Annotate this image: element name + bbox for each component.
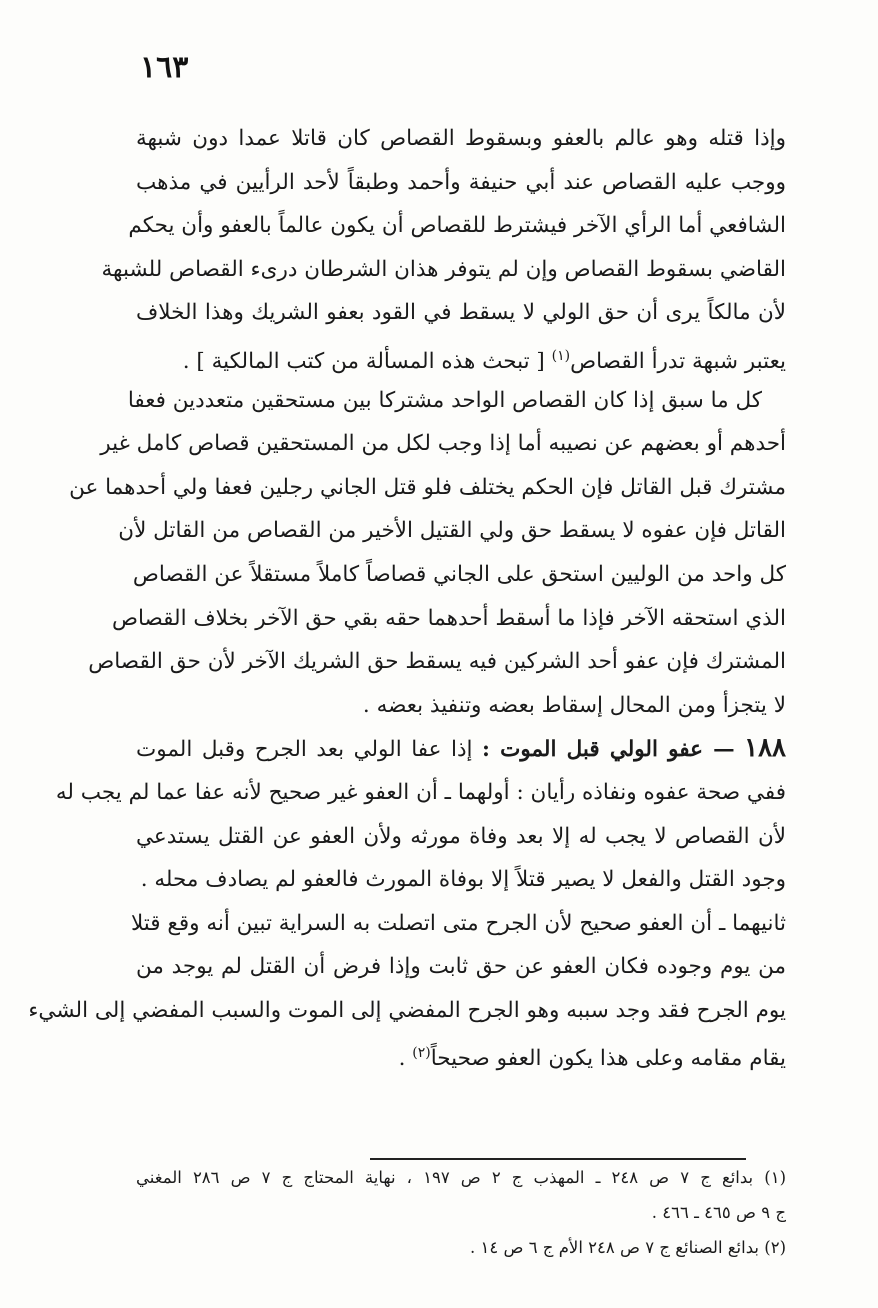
section-title: — عفو الولي قبل الموت : [482, 737, 735, 763]
text-line: مشترك قبل القاتل فإن الحكم يختلف فلو قتل الجاني رجلين فعفا ولي أحدهما عن [69, 474, 786, 500]
text-line: من يوم وجوده فكان العفو عن حق ثابت وإذا فرض أن القتل لم يوجد من [136, 954, 786, 980]
text-line: لا يتجزأ ومن المحال إسقاط بعضه وتنفيذ بعضه . [362, 692, 786, 718]
text-line: المشترك فإن عفو أحد الشركين فيه يسقط حق الشريك الآخر لأن حق القصاص [88, 649, 786, 675]
text-line: وجود القتل والفعل لا يصير قتلاً إلا بوفاة المورث فالعفو لم يصادف محله . [140, 867, 786, 893]
main-text [28, 117, 787, 1076]
text-line: ثانيهما ـ أن العفو صحيح لأن الجرح متى اتصلت به السراية تبين أنه وقع قتلا [130, 910, 786, 936]
text-line: القاضي بسقوط القصاص وإن لم يتوفر هذان الشرطان درىء القصاص للشبهة [101, 256, 786, 282]
footnote-line: ج ٩ ص ٤٦٥ ـ ٤٦٦ . [651, 1203, 786, 1222]
text-line: لأن القصاص لا يجب له إلا بعد وفاة مورثه ولأن العفو عن القتل يستدعي [136, 823, 786, 849]
text-line: ففي صحة عفوه ونفاذه رأيان : أولهما ـ أن العفو غير صحيح لأنه عفا عما لم يجب له [55, 779, 786, 805]
text-line: كل ما سبق إذا كان القصاص الواحد مشتركا بين مستحقين متعددين فعفا [127, 387, 762, 413]
section-number: ١٨٨ [744, 733, 787, 764]
section-heading-line [136, 727, 786, 771]
text-line [136, 1032, 786, 1076]
text-line: وإذا قتله وهو عالم بالعفو وبسقوط القصاص كان قاتلا عمدا دون شبهة [136, 126, 786, 151]
text-line: القاتل فإن عفوه لا يسقط حق ولي القتيل الأخير من القصاص من القاتل لأن [118, 518, 786, 544]
footnotes [136, 1160, 786, 1265]
footnote-line: (٢) بدائع الصنائع ج ٧ ص ٢٤٨ الأم ج ٦ ص ١٤ . [470, 1238, 786, 1257]
text-line: يوم الجرح فقد وجد سببه وهو الجرح المفضي إلى الموت والسبب المفضي إلى الشيء [28, 997, 786, 1023]
text-fragment: . [398, 1046, 406, 1072]
footnote-line: (١) بدائع ج ٧ ص ٢٤٨ ـ المهذب ج ٢ ص ١٩٧ ، نهاية المحتاج ج ٧ ص ٢٨٦ المغني [136, 1168, 786, 1187]
text-line: كل واحد من الوليين استحق على الجاني قصاصاً كاملاً مستقلاً عن القصاص [132, 561, 786, 587]
text-line: ووجب عليه القصاص عند أبي حنيفة وأحمد وطبقاً لأحد الرأيين في مذهب [136, 169, 786, 195]
text-fragment: يعتبر شبهة تدرأ القصاص [570, 349, 786, 375]
text-fragment: [ تبحث هذه المسألة من كتب المالكية ] . [182, 349, 545, 375]
text-line: الشافعي أما الرأي الآخر فيشترط للقصاص أن يكون عالماً بالعفو وأن يحكم [128, 213, 786, 239]
text-line: لأن مالكاً يرى أن حق الولي لا يسقط في القود بعفو الشريك وهذا الخلاف [136, 300, 786, 326]
section-text: إذا عفا الولي بعد الجرح وقبل الموت [136, 737, 473, 763]
footnote-ref-1: (١) [551, 347, 571, 364]
text-line [136, 335, 786, 379]
text-line: الذي استحقه الآخر فإذا ما أسقط أحدهما حقه بقي حق الآخر بخلاف القصاص [111, 605, 786, 631]
text-line: أحدهم أو بعضهم عن نصيبه أما إذا وجب لكل من المستحقين قصاص كامل غير [100, 431, 786, 457]
page-number: ١٦٣ [140, 50, 189, 85]
text-fragment: يقام مقامه وعلى هذا يكون العفو صحيحاً [430, 1046, 786, 1072]
footnote-ref-2: (٢) [412, 1045, 431, 1062]
